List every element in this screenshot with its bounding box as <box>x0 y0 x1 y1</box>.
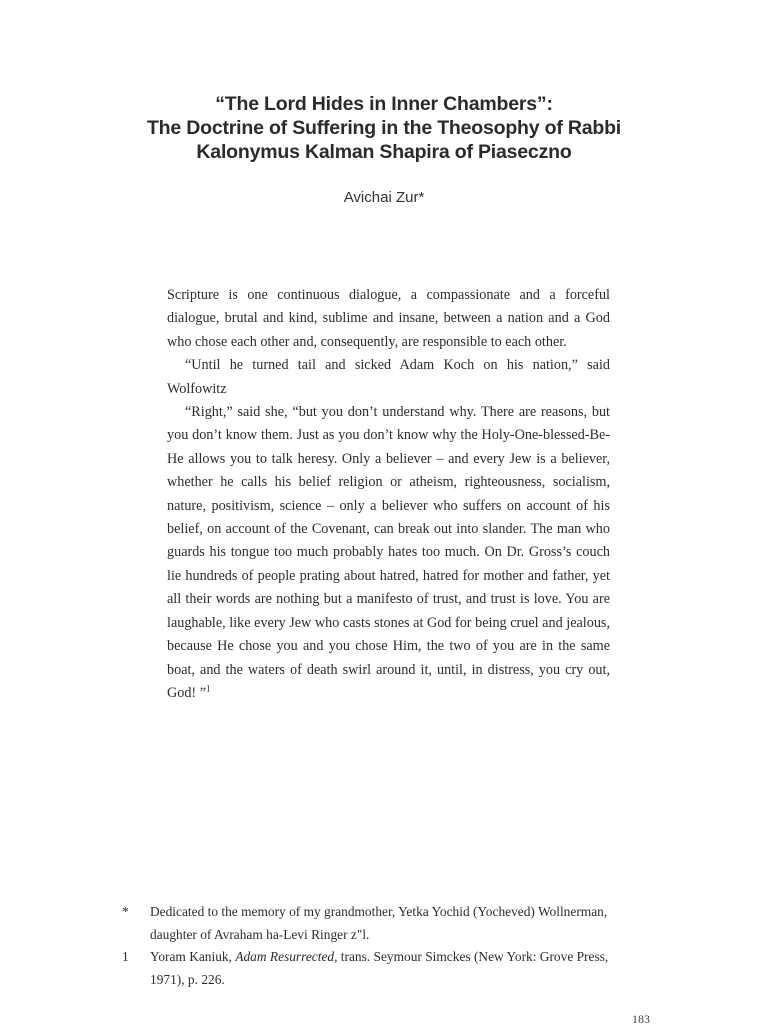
author-name: Avichai Zur* <box>343 189 425 206</box>
footnote-mark: * <box>122 904 129 919</box>
title-line-2: The Doctrine of Suffering in the Theosophy of Rabbi <box>146 117 622 139</box>
footnote-text-after: , trans. Seymour Simckes (New York: Grove Press, 1971), p. 226. <box>150 949 609 987</box>
footnotes <box>120 901 630 991</box>
epigraph-paragraph-2: “Until he turned tail and sicked Adam Koch on his nation,” said Wolfowitz <box>167 357 610 397</box>
epigraph <box>167 284 610 705</box>
footnote-reference-1[interactable]: 1 <box>206 683 211 694</box>
footnote-text-before: Yoram Kaniuk, <box>150 949 236 965</box>
title-line-3: Kalonymus Kalman Shapira of Piaseczno <box>196 141 572 163</box>
footnote-text: Dedicated to the memory of my grandmother, Yetka Yochid (Yocheved) Wollnerman, daughter of Avraham ha-Levi Ringer z"l. <box>150 904 608 942</box>
epigraph-paragraph-3 <box>167 401 610 705</box>
footnote-star <box>120 901 630 946</box>
footnote-1 <box>120 946 630 991</box>
book-title: Adam Resurrected <box>235 949 335 965</box>
footnote-mark: 1 <box>122 949 129 965</box>
epigraph-paragraph-3-text: “Right,” said she, “but you don’t understand why. There are reasons, but you don’t know them. Just as you don’t know why the Holy-One-blessed-Be-He allows you to talk heresy. Only a believer – and every Jew is a believer, whether he calls his belief religion or atheism, righteousness, socialism, nature, positivism, science – only a believer who suffers on account of his belief, on account of the Covenant, can break out into slander. The man who guards his tongue too much probably hates too much. On Dr. Gross’s couch lie hundreds of people prating about hatred, hatred for mother and father, yet all their words are nothing but a manifesto of trust, and trust is love. You are laughable, like every Jew who casts stones at God for being cruel and jealous, because He chose you and you chose Him, the two of you are in the same boat, and the waters of death swirl around it, until, in distress, you cry out, God! ” <box>167 404 610 701</box>
article-title <box>100 92 668 164</box>
page-number: 183 <box>632 1012 650 1026</box>
epigraph-paragraph-1: Scripture is one continuous dialogue, a compassionate and a forceful dialogue, brutal and kind, sublime and insane, between a nation and a God who chose each other and, consequently, are responsible to each other. <box>167 287 610 350</box>
title-line-1: “The Lord Hides in Inner Chambers”: <box>215 93 553 115</box>
